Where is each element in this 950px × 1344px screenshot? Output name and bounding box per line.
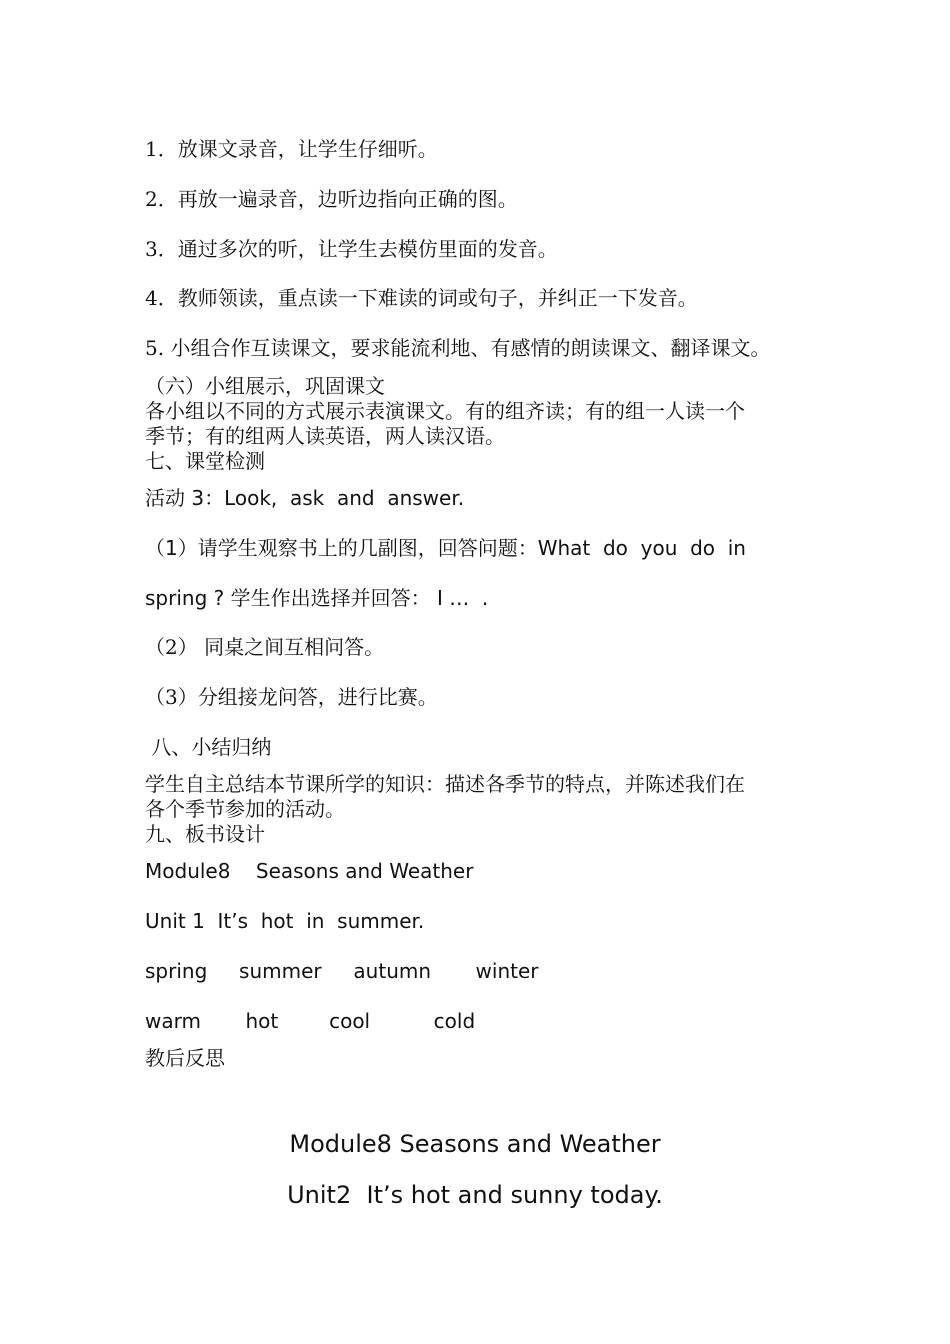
reflection-heading: 教后反思: [145, 1046, 225, 1070]
next-unit-title: Module8 Seasons and Weather: [289, 1130, 661, 1158]
step-5: 5. 小组合作互读课文，要求能流利地、有感情的朗读课文、翻译课文。: [145, 336, 771, 360]
board-weather-words: warm hot cool cold: [145, 1009, 476, 1033]
board-unit-title: Unit 1 It’s hot in summer.: [145, 909, 425, 933]
section9-heading: 九、板书设计: [145, 822, 265, 846]
section6-body-line2: 季节；有的组两人读英语，两人读汉语。: [145, 424, 505, 448]
section7-heading: 七、课堂检测: [145, 449, 265, 473]
board-seasons: spring summer autumn winter: [145, 959, 539, 983]
section8-body-line1: 学生自主总结本节课所学的知识：描述各季节的特点，并陈述我们在: [145, 772, 745, 796]
step-3: 3．通过多次的听，让学生去模仿里面的发音。: [145, 237, 558, 261]
section6-heading: （六）小组展示，巩固课文: [145, 374, 385, 398]
activity-3: 活动 3：Look, ask and answer.: [145, 486, 465, 510]
question-1-line2: spring ? 学生作出选择并回答： I … .: [145, 586, 489, 610]
section8-heading: 八、小结归纳: [145, 735, 272, 759]
section6-body-line1: 各小组以不同的方式展示表演课文。有的组齐读；有的组一人读一个: [145, 399, 745, 423]
step-4: 4．教师领读，重点读一下难读的词或句子，并纠正一下发音。: [145, 286, 698, 310]
question-1-line1: （1）请学生观察书上的几副图，回答问题：What do you do in: [145, 536, 746, 560]
next-unit-subtitle: Unit2 It’s hot and sunny today.: [287, 1181, 663, 1209]
question-3: （3）分组接龙问答，进行比赛。: [145, 685, 438, 709]
board-module-title: Module8 Seasons and Weather: [145, 859, 474, 883]
section8-body-line2: 各个季节参加的活动。: [145, 797, 345, 821]
question-2: （2） 同桌之间互相问答。: [145, 635, 385, 659]
step-1: 1．放课文录音，让学生仔细听。: [145, 137, 438, 161]
step-2: 2．再放一遍录音，边听边指向正确的图。: [145, 187, 518, 211]
